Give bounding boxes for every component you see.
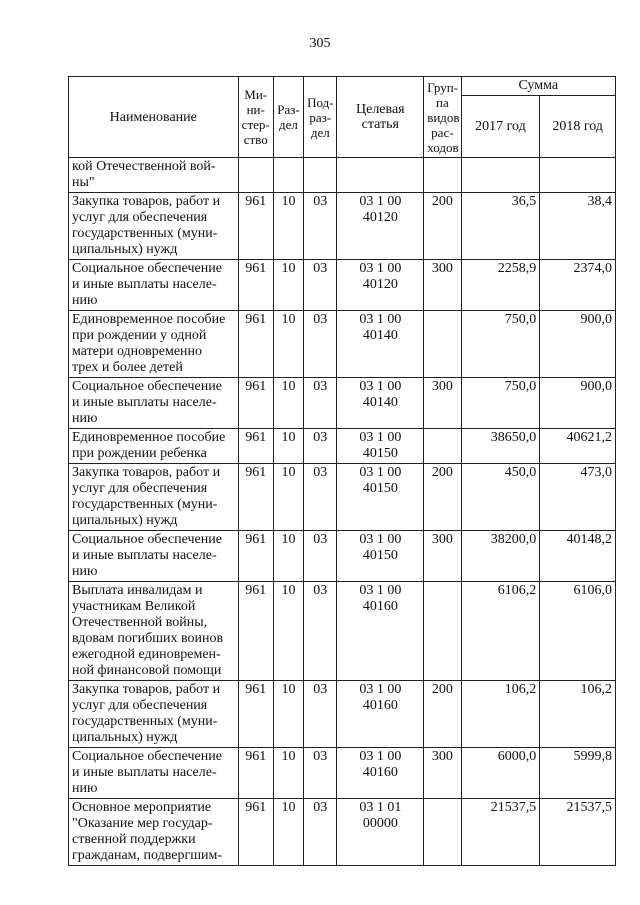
cell-2017: 750,0 (461, 378, 540, 429)
table-row (69, 429, 616, 464)
cell-name: Единовременное пособие при рождении у одной матери одновременно трех и более детей (69, 311, 239, 378)
cell-name: Социальное обеспечение и иные выплаты населе- нию (69, 260, 239, 311)
cell-subsection: 03 (304, 378, 337, 429)
cell-group (424, 799, 461, 866)
cell-ministry: 961 (238, 260, 273, 311)
cell-target: 03 1 00 40120 (337, 260, 424, 311)
cell-2017: 106,2 (461, 681, 540, 748)
cell-ministry: 961 (238, 681, 273, 748)
cell-group: 300 (424, 531, 461, 582)
cell-target: 03 1 00 40140 (337, 378, 424, 429)
table-row (69, 681, 616, 748)
cell-section (273, 158, 303, 193)
cell-2017: 2258,9 (461, 260, 540, 311)
cell-ministry: 961 (238, 582, 273, 681)
cell-name: Закупка товаров, работ и услуг для обеспечения государственных (муни- ципальных) нужд (69, 464, 239, 531)
cell-section: 10 (273, 464, 303, 531)
cell-group: 200 (424, 681, 461, 748)
cell-2018: 473,0 (540, 464, 616, 531)
cell-subsection: 03 (304, 311, 337, 378)
cell-ministry: 961 (238, 311, 273, 378)
header-group: Груп- па видов рас- ходов (424, 77, 461, 158)
cell-subsection: 03 (304, 748, 337, 799)
cell-target: 03 1 00 40160 (337, 748, 424, 799)
cell-subsection: 03 (304, 582, 337, 681)
cell-2018: 40621,2 (540, 429, 616, 464)
cell-name: Социальное обеспечение и иные выплаты населе- нию (69, 378, 239, 429)
cell-2018: 40148,2 (540, 531, 616, 582)
cell-ministry: 961 (238, 464, 273, 531)
cell-2017: 36,5 (461, 193, 540, 260)
cell-ministry: 961 (238, 378, 273, 429)
cell-section: 10 (273, 260, 303, 311)
cell-2017: 6000,0 (461, 748, 540, 799)
cell-group (424, 582, 461, 681)
table-row (69, 260, 616, 311)
cell-group: 200 (424, 464, 461, 531)
cell-target: 03 1 00 40150 (337, 464, 424, 531)
cell-name: Выплата инвалидам и участникам Великой Отечественной войны, вдовам погибших воинов ежегодной единовремен- ной финансовой помощи (69, 582, 239, 681)
cell-group (424, 158, 461, 193)
cell-name: Единовременное пособие при рождении ребенка (69, 429, 239, 464)
cell-subsection: 03 (304, 464, 337, 531)
header-subsection: Под- раз- дел (304, 77, 337, 158)
cell-2018: 900,0 (540, 311, 616, 378)
cell-target: 03 1 00 40120 (337, 193, 424, 260)
table-row (69, 378, 616, 429)
header-sum: Сумма (461, 77, 615, 96)
cell-2018: 900,0 (540, 378, 616, 429)
cell-section: 10 (273, 582, 303, 681)
header-target: Целевая статья (337, 77, 424, 158)
cell-subsection: 03 (304, 799, 337, 866)
table-row (69, 464, 616, 531)
cell-subsection: 03 (304, 681, 337, 748)
cell-2017: 450,0 (461, 464, 540, 531)
cell-2018: 21537,5 (540, 799, 616, 866)
cell-2017: 38650,0 (461, 429, 540, 464)
cell-2017 (461, 158, 540, 193)
header-name: Наименование (69, 77, 239, 158)
cell-group: 300 (424, 260, 461, 311)
cell-2017: 21537,5 (461, 799, 540, 866)
cell-group (424, 429, 461, 464)
cell-name: Социальное обеспечение и иные выплаты населе- нию (69, 531, 239, 582)
cell-section: 10 (273, 193, 303, 260)
cell-2018 (540, 158, 616, 193)
cell-target: 03 1 01 00000 (337, 799, 424, 866)
cell-name: Закупка товаров, работ и услуг для обеспечения государственных (муни- ципальных) нужд (69, 681, 239, 748)
cell-2018: 106,2 (540, 681, 616, 748)
cell-ministry: 961 (238, 748, 273, 799)
cell-target: 03 1 00 40160 (337, 582, 424, 681)
header-year-2018: 2018 год (540, 96, 616, 158)
cell-name: Социальное обеспечение и иные выплаты населе- нию (69, 748, 239, 799)
cell-group: 200 (424, 193, 461, 260)
header-ministry: Ми- ни- стер- ство (238, 77, 273, 158)
cell-group (424, 311, 461, 378)
cell-2017: 6106,2 (461, 582, 540, 681)
cell-subsection: 03 (304, 193, 337, 260)
cell-section: 10 (273, 378, 303, 429)
cell-target: 03 1 00 40160 (337, 681, 424, 748)
budget-table (68, 76, 616, 866)
cell-ministry: 961 (238, 193, 273, 260)
page-number: 305 (309, 36, 331, 51)
table-header (69, 77, 616, 158)
header-year-2017: 2017 год (461, 96, 540, 158)
cell-section: 10 (273, 429, 303, 464)
cell-ministry: 961 (238, 531, 273, 582)
cell-group: 300 (424, 748, 461, 799)
cell-target: 03 1 00 40140 (337, 311, 424, 378)
cell-2018: 38,4 (540, 193, 616, 260)
cell-target: 03 1 00 40150 (337, 531, 424, 582)
cell-subsection (304, 158, 337, 193)
table-row (69, 311, 616, 378)
cell-section: 10 (273, 799, 303, 866)
table-row (69, 799, 616, 866)
cell-subsection: 03 (304, 531, 337, 582)
cell-subsection: 03 (304, 260, 337, 311)
cell-group: 300 (424, 378, 461, 429)
cell-ministry: 961 (238, 429, 273, 464)
table-row (69, 582, 616, 681)
table-body (69, 158, 616, 866)
cell-target: 03 1 00 40150 (337, 429, 424, 464)
cell-subsection: 03 (304, 429, 337, 464)
cell-section: 10 (273, 311, 303, 378)
cell-2018: 2374,0 (540, 260, 616, 311)
cell-name: кой Отечественной вой- ны" (69, 158, 239, 193)
cell-section: 10 (273, 531, 303, 582)
cell-name: Основное мероприятие "Оказание мер государ- ственной поддержки гражданам, подвергшим- (69, 799, 239, 866)
cell-2017: 38200,0 (461, 531, 540, 582)
table-row (69, 193, 616, 260)
cell-2018: 5999,8 (540, 748, 616, 799)
cell-section: 10 (273, 748, 303, 799)
table-row (69, 531, 616, 582)
cell-2018: 6106,0 (540, 582, 616, 681)
cell-name: Закупка товаров, работ и услуг для обеспечения государственных (муни- ципальных) нужд (69, 193, 239, 260)
cell-2017: 750,0 (461, 311, 540, 378)
cell-ministry (238, 158, 273, 193)
table-row (69, 748, 616, 799)
table-row (69, 158, 616, 193)
header-section: Раз- дел (273, 77, 303, 158)
cell-ministry: 961 (238, 799, 273, 866)
cell-target (337, 158, 424, 193)
cell-section: 10 (273, 681, 303, 748)
